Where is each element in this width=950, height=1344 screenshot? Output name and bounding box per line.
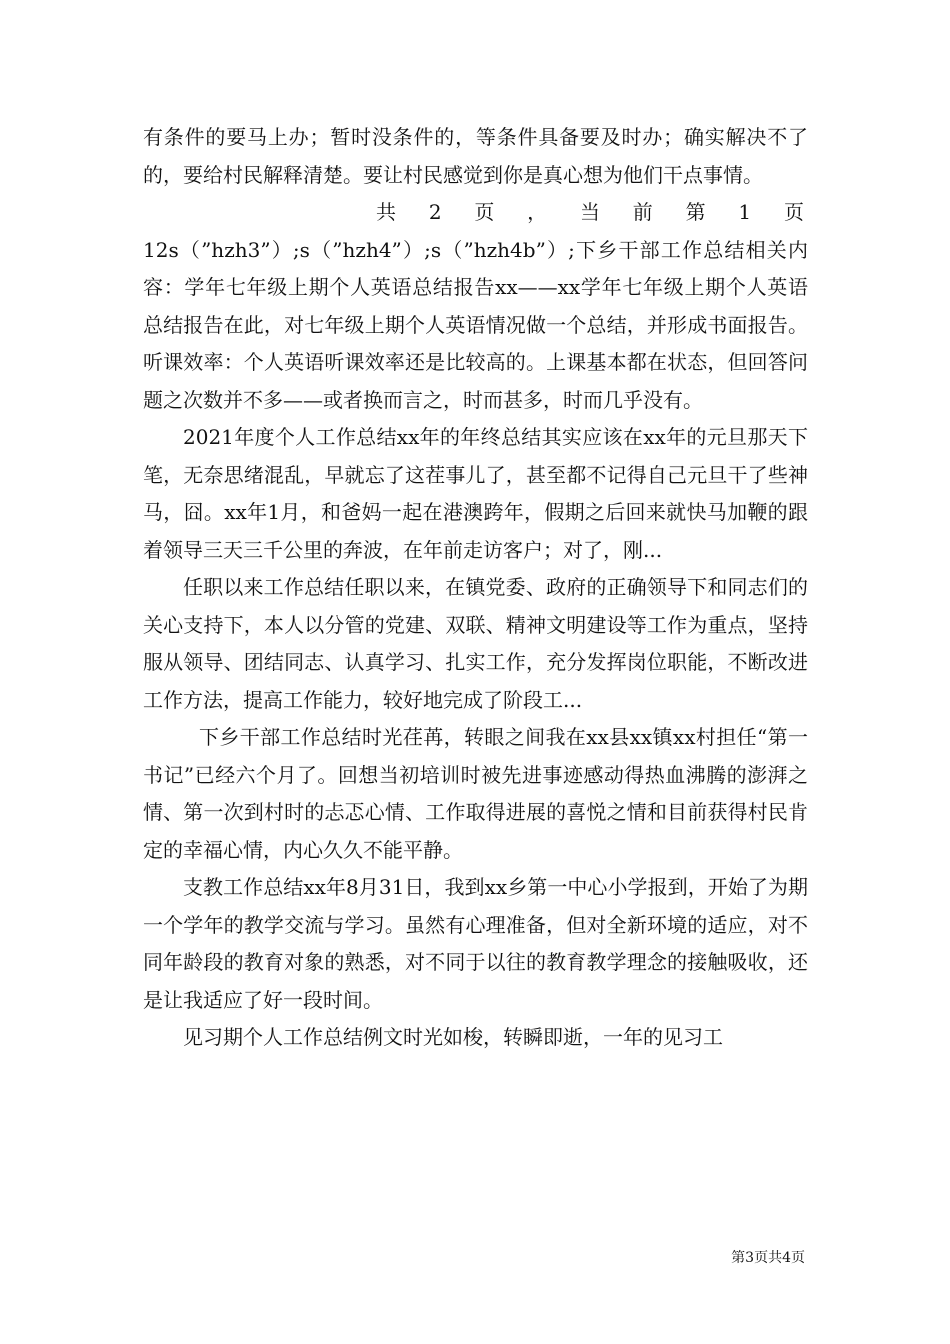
page-footer: 第3页共4页 bbox=[731, 1250, 805, 1266]
paragraph-village-cadre-summary: 下乡干部工作总结时光荏苒，转眼之间我在xx县xx镇xx村担任“第一书记”已经六个月了。回想当初培训时被先进事迹感动得热血沸腾的澎湃之情、第一次到村时的忐忑心情、工作取得进展的喜悦之情和目前获得村民肯定的幸福心情，内心久久不能平静。 bbox=[143, 725, 808, 862]
paragraph-probation-summary: 见习期个人工作总结例文时光如梭，转瞬即逝，一年的见习工 bbox=[183, 1025, 723, 1049]
paragraph-related-content: 12s（”hzh3”）;s（”hzh4”）;s（”hzh4b”）;下乡干部工作总结相关内容：学年七年级上期个人英语总结报告xx——xx学年七年级上期个人英语总结报告在此，对七年级上期个人英语情况做一个总结，并形成书面报告。听课效率：个人英语听课效率还是比较高的。上课基本都在状态，但回答问题之次数并不多——或者换而言之，时而甚多，时而几乎没有。 bbox=[143, 237, 808, 412]
page-count-char: 页 bbox=[783, 200, 804, 224]
document-body bbox=[143, 119, 808, 1057]
page-count-char: 前 bbox=[632, 200, 653, 224]
page-count-char: 1 bbox=[738, 200, 752, 224]
paragraph-annual-summary: 2021年度个人工作总结xx年的年终总结其实应该在xx年的元旦那天下笔，无奈思绪混乱，早就忘了这茬事儿了，甚至都不记得自己元旦干了些神马，囧。xx年1月，和爸妈一起在港澳跨年，假期之后回来就快马加鞭的跟着领导三天三千公里的奔波，在年前走访客户；对了，刚... bbox=[143, 425, 808, 562]
page-count-line bbox=[143, 194, 808, 232]
page-count-char: 页 bbox=[474, 200, 495, 224]
page-count-char: 当 bbox=[579, 200, 600, 224]
paragraph-teaching-support-summary: 支教工作总结xx年8月31日，我到xx乡第一中心小学报到，开始了为期一个学年的教学交流与学习。虽然有心理准备，但对全新环境的适应，对不同年龄段的教育对象的熟悉，对不同于以往的教育教学理念的接触吸收，还是让我适应了好一段时间。 bbox=[143, 875, 808, 1012]
page-count-char: 第 bbox=[685, 200, 706, 224]
paragraph-tenure-summary: 任职以来工作总结任职以来，在镇党委、政府的正确领导下和同志们的关心支持下，本人以分管的党建、双联、精神文明建设等工作为重点，坚持服从领导、团结同志、认真学习、扎实工作，充分发挥岗位职能，不断改进工作方法，提高工作能力，较好地完成了阶段工... bbox=[143, 575, 808, 712]
paragraph-continuation: 有条件的要马上办；暂时没条件的，等条件具备要及时办；确实解决不了的，要给村民解释清楚。要让村民感觉到你是真心想为他们干点事情。 bbox=[143, 125, 808, 187]
page-count-char: ， bbox=[527, 200, 548, 224]
page-count-char: 共 bbox=[376, 200, 396, 224]
page-count-char: 2 bbox=[428, 200, 442, 224]
